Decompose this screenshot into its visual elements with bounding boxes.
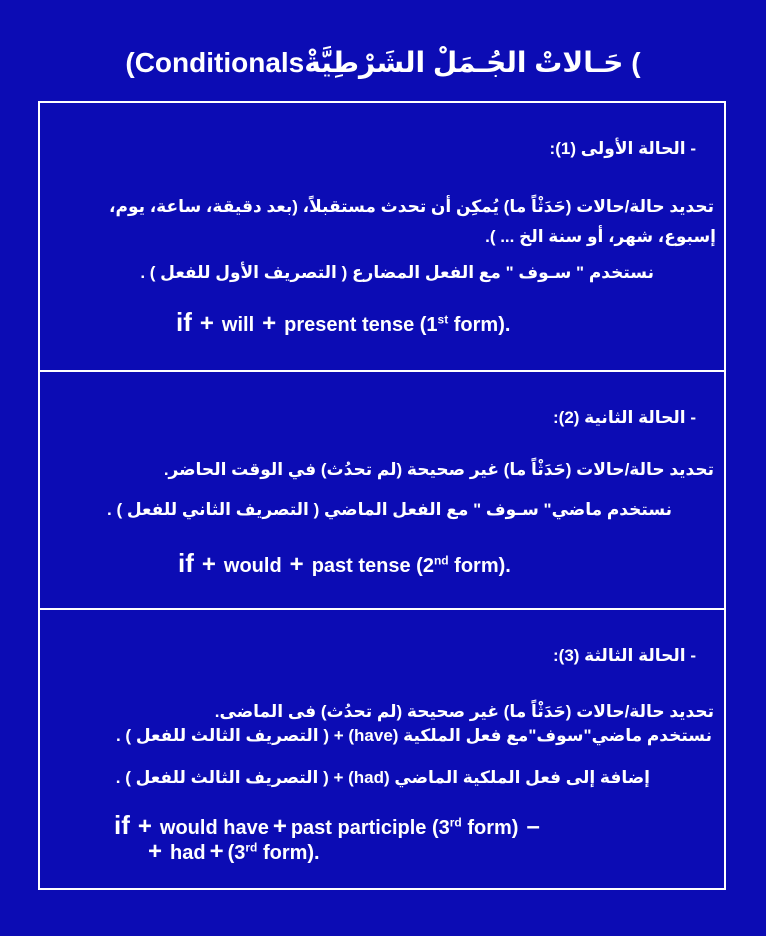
section3-line1: تحديد حالة/حالات (حَدَثْاً ما) غير صحيحة (لم تحدُث) فى الماضى. [214,702,714,721]
section1-line3: نستخدم " سـوف " مع الفعل المضارع ( التصريف الأول للفعل ) . [140,263,654,282]
section2-heading: - الحالة الثانية (2): [553,408,696,427]
section-first-conditional [40,103,724,372]
formula-plus: + [199,310,214,337]
section-third-conditional [40,610,724,888]
formula-plus: + [272,813,287,840]
section2-line1: تحديد حالة/حالات (حَدَثْاً ما) غير صحيحة (لم تحدُث) في الوقت الحاضر. [163,460,714,479]
section2-line2: نستخدم ماضي" سـوف " مع الفعل الماضي ( التصريف الثاني للفعل ) . [107,500,672,519]
formula-tense: present tense (1 [284,314,438,336]
formula-aux: would [223,555,282,577]
formula-sup: nd [433,553,449,568]
formula-tail: form). [448,555,511,577]
formula-plus: + [137,813,152,840]
section3-formula-1 [114,810,548,841]
formula-plus: + [201,551,216,578]
formula-if: if [178,548,194,578]
title-close: ( [125,47,135,78]
formula-plus: + [148,838,163,865]
formula-tail: form). [448,314,511,336]
section1-line1: تحديد حالة/حالات (حَدَثْاً ما) يُمكِن أن تحدث مستقبلاً، (بعد دقيقة، ساعة، يوم، [109,197,714,216]
formula-aux: will [221,314,255,336]
content-frame [38,101,726,890]
formula-plus: + [262,310,277,337]
page-title [0,46,766,79]
formula-if: if [114,810,130,840]
section3-line3: إضافة إلى فعل الملكية الماضي (had) + ( التصريف الثالث للفعل ) . [115,768,650,787]
formula-plus: + [209,838,224,865]
section1-formula [176,307,510,338]
title-text: Conditionalsحَـالاتْ الجُـمَلْ الشَرْطِيَّةْ ( [134,47,641,78]
formula-sup: rd [245,840,258,855]
formula-sup: st [437,312,449,327]
section1-line2: إسبوع، شهر، أو سنة الخ ... ). [485,227,716,246]
formula-tail: form). [257,842,320,864]
section3-heading: - الحالة الثالثة (3): [553,646,696,665]
section3-formula-2 [140,838,320,866]
section1-heading: - الحالة الأولى (1): [549,139,696,158]
formula-dash: – [526,813,540,840]
formula-if: if [176,307,192,337]
formula-tense: past participle (3 [290,817,450,839]
formula-tail: form) [461,817,519,839]
formula-tense: (3 [227,842,246,864]
section3-line2: نستخدم ماضي"سوف"مع فعل الملكية (have) + ( التصريف الثالث للفعل ) . [115,726,712,745]
formula-aux: had [170,842,206,864]
formula-aux: would have [159,817,269,839]
formula-tense: past tense (2 [311,555,434,577]
formula-sup: rd [449,815,462,830]
section2-formula [178,548,511,579]
formula-plus: + [289,551,304,578]
section-second-conditional [40,372,724,610]
